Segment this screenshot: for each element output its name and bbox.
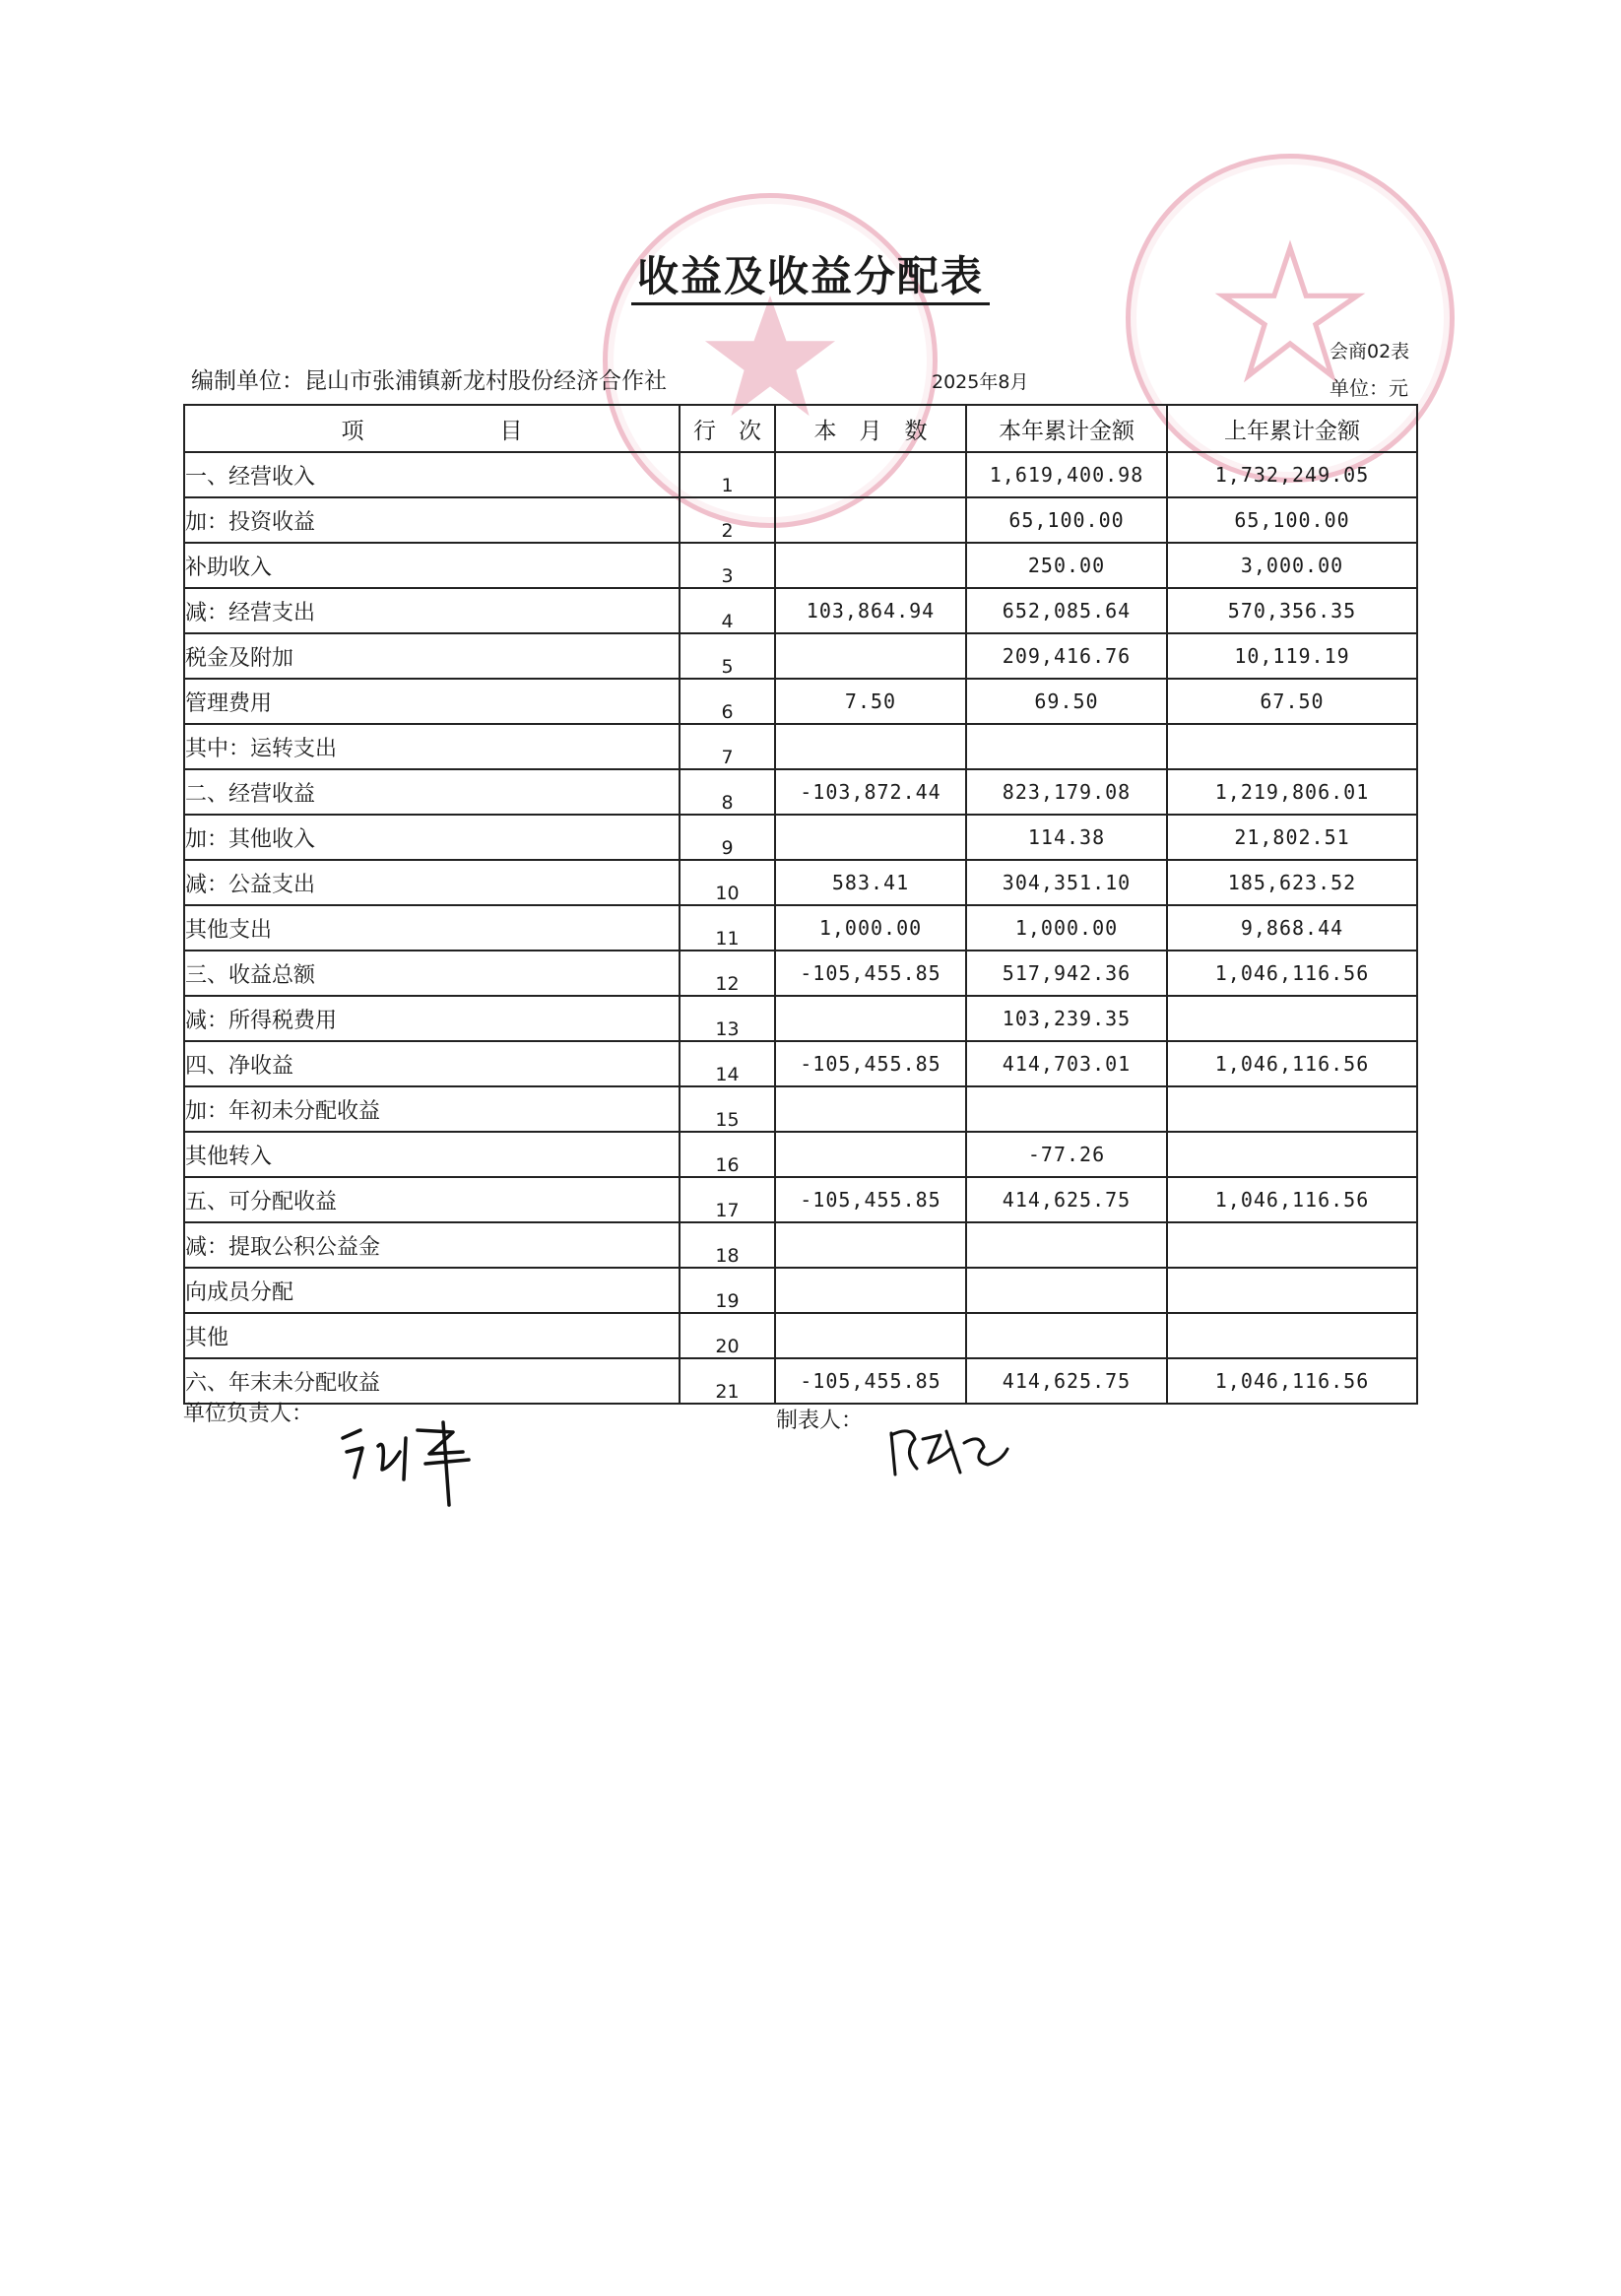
row-ytd [966, 1313, 1167, 1358]
row-ytd [966, 1086, 1167, 1132]
row-item: 四、净收益 [184, 1041, 680, 1086]
row-item: 三、收益总额 [184, 951, 680, 996]
row-current: -105,455.85 [775, 951, 966, 996]
table-row [184, 860, 1417, 905]
row-item: 管理费用 [184, 679, 680, 724]
row-current: 103,864.94 [775, 588, 966, 633]
row-ytd: 114.38 [966, 815, 1167, 860]
row-item: 减：公益支出 [184, 860, 680, 905]
row-ytd: 1,000.00 [966, 905, 1167, 951]
row-current [775, 1132, 966, 1177]
row-item: 减：所得税费用 [184, 996, 680, 1041]
row-last-year: 3,000.00 [1167, 543, 1417, 588]
row-item: 加：年初未分配收益 [184, 1086, 680, 1132]
table-row [184, 1086, 1417, 1132]
row-item: 六、年末未分配收益 [184, 1358, 680, 1404]
row-item: 加：投资收益 [184, 497, 680, 543]
col-header-row-no: 行 次 [680, 405, 775, 452]
row-no: 21 [680, 1358, 775, 1404]
row-current [775, 633, 966, 679]
currency-unit: 单位：元 [1329, 376, 1408, 400]
row-last-year [1167, 996, 1417, 1041]
row-no: 7 [680, 724, 775, 769]
report-period: 2025年8月 [932, 371, 1029, 393]
table-header-row [184, 405, 1417, 452]
row-item: 其中：运转支出 [184, 724, 680, 769]
row-item: 其他转入 [184, 1132, 680, 1177]
row-last-year: 65,100.00 [1167, 497, 1417, 543]
row-ytd: 1,619,400.98 [966, 452, 1167, 497]
row-last-year: 1,046,116.56 [1167, 951, 1417, 996]
report-title: 收益及收益分配表 [0, 244, 1621, 303]
row-no: 18 [680, 1222, 775, 1268]
table-row [184, 1313, 1417, 1358]
row-ytd: 304,351.10 [966, 860, 1167, 905]
row-current: -105,455.85 [775, 1177, 966, 1222]
row-last-year: 1,046,116.56 [1167, 1041, 1417, 1086]
row-last-year: 570,356.35 [1167, 588, 1417, 633]
row-no: 8 [680, 769, 775, 815]
row-last-year: 185,623.52 [1167, 860, 1417, 905]
report-maker-signature [881, 1413, 1019, 1487]
col-header-last-year: 上年累计金额 [1167, 405, 1417, 452]
row-item: 税金及附加 [184, 633, 680, 679]
row-last-year: 9,868.44 [1167, 905, 1417, 951]
row-item: 减：提取公积公益金 [184, 1222, 680, 1268]
row-last-year [1167, 1222, 1417, 1268]
col-header-ytd: 本年累计金额 [966, 405, 1167, 452]
row-no: 20 [680, 1313, 775, 1358]
row-no: 4 [680, 588, 775, 633]
row-ytd: 250.00 [966, 543, 1167, 588]
table-row [184, 769, 1417, 815]
row-ytd: 103,239.35 [966, 996, 1167, 1041]
row-no: 17 [680, 1177, 775, 1222]
row-ytd: 414,625.75 [966, 1358, 1167, 1404]
row-ytd [966, 1222, 1167, 1268]
row-current [775, 815, 966, 860]
row-no: 1 [680, 452, 775, 497]
row-no: 15 [680, 1086, 775, 1132]
row-item: 其他 [184, 1313, 680, 1358]
form-code: 会商02表 [1329, 341, 1410, 362]
row-ytd: -77.26 [966, 1132, 1167, 1177]
row-last-year: 1,046,116.56 [1167, 1358, 1417, 1404]
row-no: 9 [680, 815, 775, 860]
row-last-year: 10,119.19 [1167, 633, 1417, 679]
table-row [184, 1041, 1417, 1086]
row-ytd: 209,416.76 [966, 633, 1167, 679]
table-row [184, 1132, 1417, 1177]
row-last-year: 21,802.51 [1167, 815, 1417, 860]
row-current [775, 1313, 966, 1358]
table-row [184, 1268, 1417, 1313]
table-row [184, 951, 1417, 996]
row-item: 加：其他收入 [184, 815, 680, 860]
row-ytd: 69.50 [966, 679, 1167, 724]
table-row [184, 1358, 1417, 1404]
row-last-year [1167, 1086, 1417, 1132]
unit-head-label: 单位负责人： [183, 1402, 314, 1426]
row-current [775, 996, 966, 1041]
row-no: 13 [680, 996, 775, 1041]
row-last-year [1167, 1268, 1417, 1313]
table-row [184, 905, 1417, 951]
row-no: 6 [680, 679, 775, 724]
row-item: 补助收入 [184, 543, 680, 588]
table-row [184, 588, 1417, 633]
row-current [775, 724, 966, 769]
row-no: 2 [680, 497, 775, 543]
row-item: 其他支出 [184, 905, 680, 951]
col-header-item: 项 目 [184, 405, 680, 452]
row-last-year: 1,732,249.05 [1167, 452, 1417, 497]
row-no: 5 [680, 633, 775, 679]
row-current: -105,455.85 [775, 1358, 966, 1404]
row-no: 19 [680, 1268, 775, 1313]
row-last-year [1167, 1132, 1417, 1177]
row-ytd: 652,085.64 [966, 588, 1167, 633]
row-current [775, 1222, 966, 1268]
report-maker-label: 制表人： [776, 1409, 864, 1433]
row-ytd [966, 1268, 1167, 1313]
row-last-year: 67.50 [1167, 679, 1417, 724]
row-ytd: 517,942.36 [966, 951, 1167, 996]
row-last-year: 1,219,806.01 [1167, 769, 1417, 815]
row-item: 向成员分配 [184, 1268, 680, 1313]
row-item: 减：经营支出 [184, 588, 680, 633]
row-no: 3 [680, 543, 775, 588]
table-row [184, 1222, 1417, 1268]
row-item: 一、经营收入 [184, 452, 680, 497]
row-ytd: 823,179.08 [966, 769, 1167, 815]
row-current [775, 452, 966, 497]
col-header-current-month: 本 月 数 [775, 405, 966, 452]
unit-head-signature [335, 1409, 502, 1507]
row-current: 583.41 [775, 860, 966, 905]
table-row [184, 815, 1417, 860]
row-ytd [966, 724, 1167, 769]
row-item: 二、经营收益 [184, 769, 680, 815]
row-current: 7.50 [775, 679, 966, 724]
table-row [184, 1177, 1417, 1222]
row-current [775, 1268, 966, 1313]
row-current [775, 497, 966, 543]
table-row [184, 452, 1417, 497]
row-ytd: 414,703.01 [966, 1041, 1167, 1086]
table-row [184, 543, 1417, 588]
table-row [184, 633, 1417, 679]
row-no: 11 [680, 905, 775, 951]
table-row [184, 497, 1417, 543]
row-last-year [1167, 1313, 1417, 1358]
row-current [775, 1086, 966, 1132]
table-row [184, 996, 1417, 1041]
row-last-year: 1,046,116.56 [1167, 1177, 1417, 1222]
row-item: 五、可分配收益 [184, 1177, 680, 1222]
row-no: 14 [680, 1041, 775, 1086]
table-row [184, 679, 1417, 724]
row-current: -105,455.85 [775, 1041, 966, 1086]
row-no: 12 [680, 951, 775, 996]
row-current [775, 543, 966, 588]
income-distribution-table [183, 404, 1418, 1405]
row-last-year [1167, 724, 1417, 769]
row-current: -103,872.44 [775, 769, 966, 815]
table-row [184, 724, 1417, 769]
row-ytd: 65,100.00 [966, 497, 1167, 543]
row-ytd: 414,625.75 [966, 1177, 1167, 1222]
row-no: 16 [680, 1132, 775, 1177]
row-no: 10 [680, 860, 775, 905]
org-unit: 编制单位：昆山市张浦镇新龙村股份经济合作社 [191, 368, 667, 394]
row-current: 1,000.00 [775, 905, 966, 951]
